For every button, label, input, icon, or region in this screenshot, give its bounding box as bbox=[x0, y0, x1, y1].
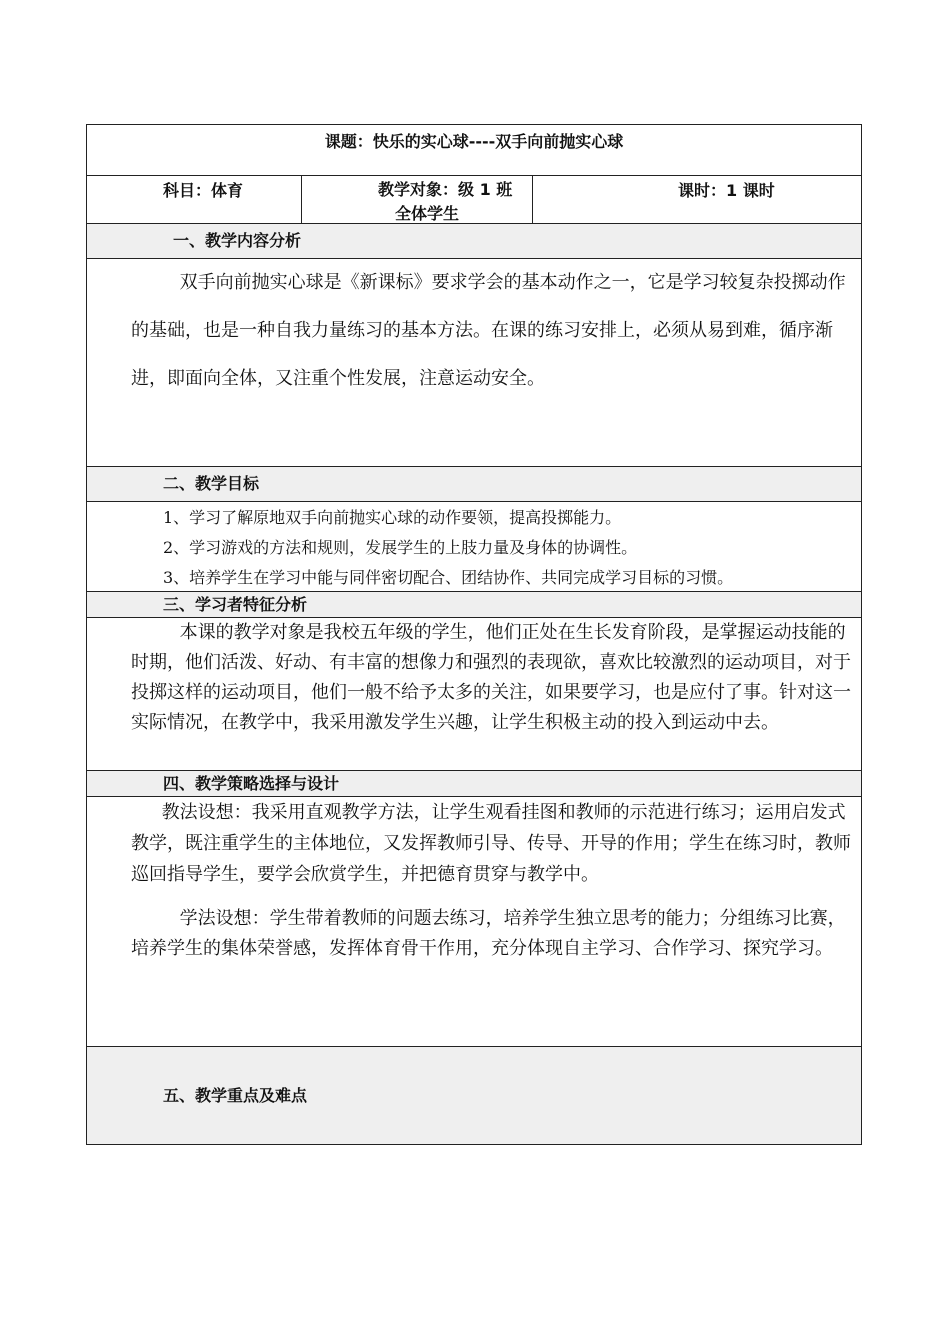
period-cell: 课时：1 课时 bbox=[532, 176, 861, 223]
section-1-heading: 一、教学内容分析 bbox=[87, 223, 861, 258]
section-4-heading: 四、教学策略选择与设计 bbox=[87, 770, 861, 796]
lesson-plan-table bbox=[86, 124, 862, 1145]
subject-cell: 科目：体育 bbox=[163, 181, 244, 200]
content-analysis-text: 双手向前抛实心球是《新课标》要求学会的基本动作之一，它是学习较复杂投掷动作的基础，也是一种自我力量练习的基本方法。在课的练习安排上，必须从易到难，循序渐进，即面向全体，又注重个性发展，注意运动安全。 bbox=[131, 272, 846, 389]
section-3-body bbox=[87, 617, 861, 770]
section-2-body bbox=[87, 501, 861, 591]
section-2-heading: 二、教学目标 bbox=[87, 466, 861, 501]
audience-cell bbox=[301, 176, 532, 223]
learning-method-text: 学法设想：学生带着教师的问题去练习，培养学生独立思考的能力；分组练习比赛，培养学生的集体荣誉感，发挥体育骨干作用，充分体现自主学习、合作学习、探究学习。 bbox=[131, 908, 846, 959]
section-1-body bbox=[87, 258, 861, 466]
goal-item: 2、学习游戏的方法和规则，发展学生的上肢力量及身体的协调性。 bbox=[163, 538, 638, 557]
lesson-title: 课题：快乐的实心球----双手向前抛实心球 bbox=[324, 132, 624, 151]
goal-item: 3、培养学生在学习中能与同伴密切配合、团结协作、共同完成学习目标的习惯。 bbox=[163, 568, 734, 587]
meta-row bbox=[87, 175, 861, 223]
section-3-heading: 三、学习者特征分析 bbox=[87, 591, 861, 617]
section-5-heading: 五、教学重点及难点 bbox=[87, 1046, 861, 1144]
teaching-method-text: 教法设想：我采用直观教学方法，让学生观看挂图和教师的示范进行练习；运用启发式教学，既注重学生的主体地位，又发挥教师引导、传导、开导的作用；学生在练习时，教师巡回指导学生，要学会欣赏学生，并把德育贯穿与教学中。 bbox=[131, 802, 851, 885]
learner-analysis-text: 本课的教学对象是我校五年级的学生，他们正处在生长发育阶段，是掌握运动技能的时期，他们活泼、好动、有丰富的想像力和强烈的表现欲，喜欢比较激烈的运动项目，对于投掷这样的运动项目，他们一般不给予太多的关注，如果要学习，也是应付了事。针对这一实际情况，在教学中，我采用激发学生兴趣，让学生积极主动的投入到运动中去。 bbox=[131, 622, 851, 733]
audience-line-1: 教学对象：级 1 班 bbox=[378, 180, 513, 199]
section-4-body bbox=[87, 796, 861, 1046]
audience-line-2: 全体学生 bbox=[395, 204, 460, 223]
goal-item: 1、学习了解原地双手向前抛实心球的动作要领，提高投掷能力。 bbox=[163, 508, 622, 527]
